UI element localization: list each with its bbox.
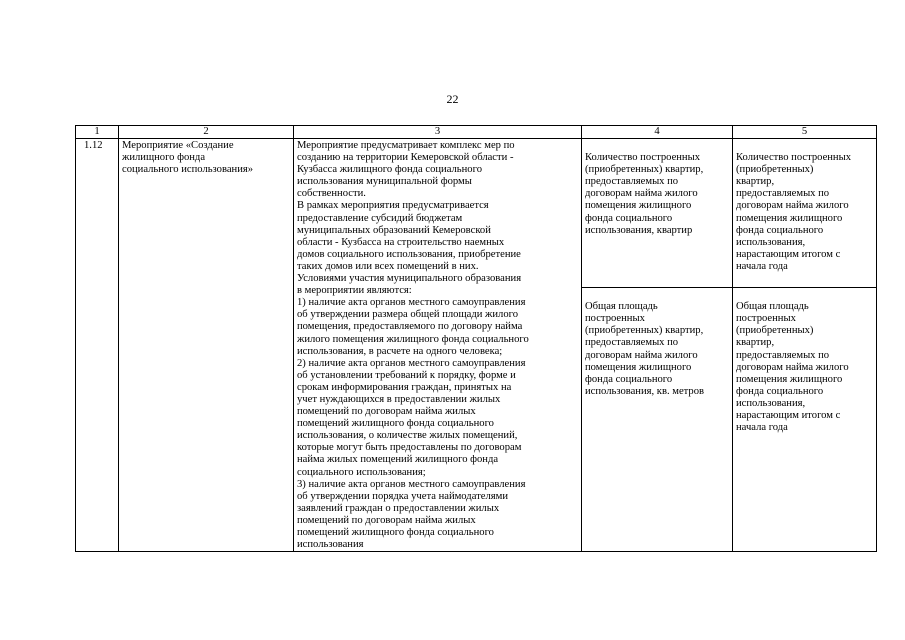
indicator-1-description: Количество построенных (приобретенных) квартир, предоставляемых по договорам найма жилого помещения жилищного фонда социального использования, нарастающим итогом с начала года: [733, 151, 876, 288]
measures-table: [75, 125, 877, 552]
indicator-cell-col5: [733, 139, 877, 552]
measure-description: Мероприятие предусматривает комплекс мер по созданию на территории Кемеровской области - Кузбасса жилищного фонда социального использования муниципальной формы собственности. В рамках мероприятия предусматривается предоставление субсидий бюджетам муниципальных образований Кемеровской области - Кузбасса на строительство наемных домов социального использования, приобретение таких домов или всех помещений в них. Условиями участия муниципального образования в мероприятии являются: 1) наличие акта органов местного самоуправления об утверждении размера общей площади жилого помещения, предоставляемого по договору найма жилого помещения жилищного фонда социального использования, в расчете на одного человека; 2) наличие акта органов местного самоуправления об установлении требований к порядку, форме и срокам информирования граждан, принятых на учет нуждающихся в предоставлении жилых помещений по договорам найма жилых помещений жилищного фонда социального использования, о количестве жилых помещений, которые могут быть предоставлены по договорам найма жилых помещений жилищного фонда социального использования; 3) наличие акта органов местного самоуправления об утверждении порядка учета наймодателями заявлений граждан о предоставлении жилых помещений по договорам найма жилых помещений жилищного фонда социального использования: [294, 139, 582, 552]
header-cell-3: 3: [294, 126, 582, 139]
indicator-cell-col4: [582, 139, 733, 552]
row-number: 1.12: [76, 139, 119, 552]
header-cell-4: 4: [582, 126, 733, 139]
table-header-row: [76, 126, 877, 139]
header-cell-1: 1: [76, 126, 119, 139]
header-cell-5: 5: [733, 126, 877, 139]
table-row: [76, 139, 877, 552]
indicator-1-name: Количество построенных (приобретенных) квартир, предоставляемых по договорам найма жилого помещения жилищного фонда социального использования, квартир: [582, 151, 732, 288]
indicator-2-name: Общая площадь построенных (приобретенных) квартир, предоставляемых по договорам найма жилого помещения жилищного фонда социального использования, кв. метров: [585, 301, 705, 397]
measure-name: Мероприятие «Создание жилищного фонда социального использования»: [119, 139, 294, 552]
page-number: 22: [446, 92, 459, 106]
header-cell-2: 2: [119, 126, 294, 139]
indicator-2-description: Общая площадь построенных (приобретенных) квартир, предоставляемых по договорам найма жилого помещения жилищного фонда социального использования, нарастающим итогом с начала года: [736, 301, 849, 434]
